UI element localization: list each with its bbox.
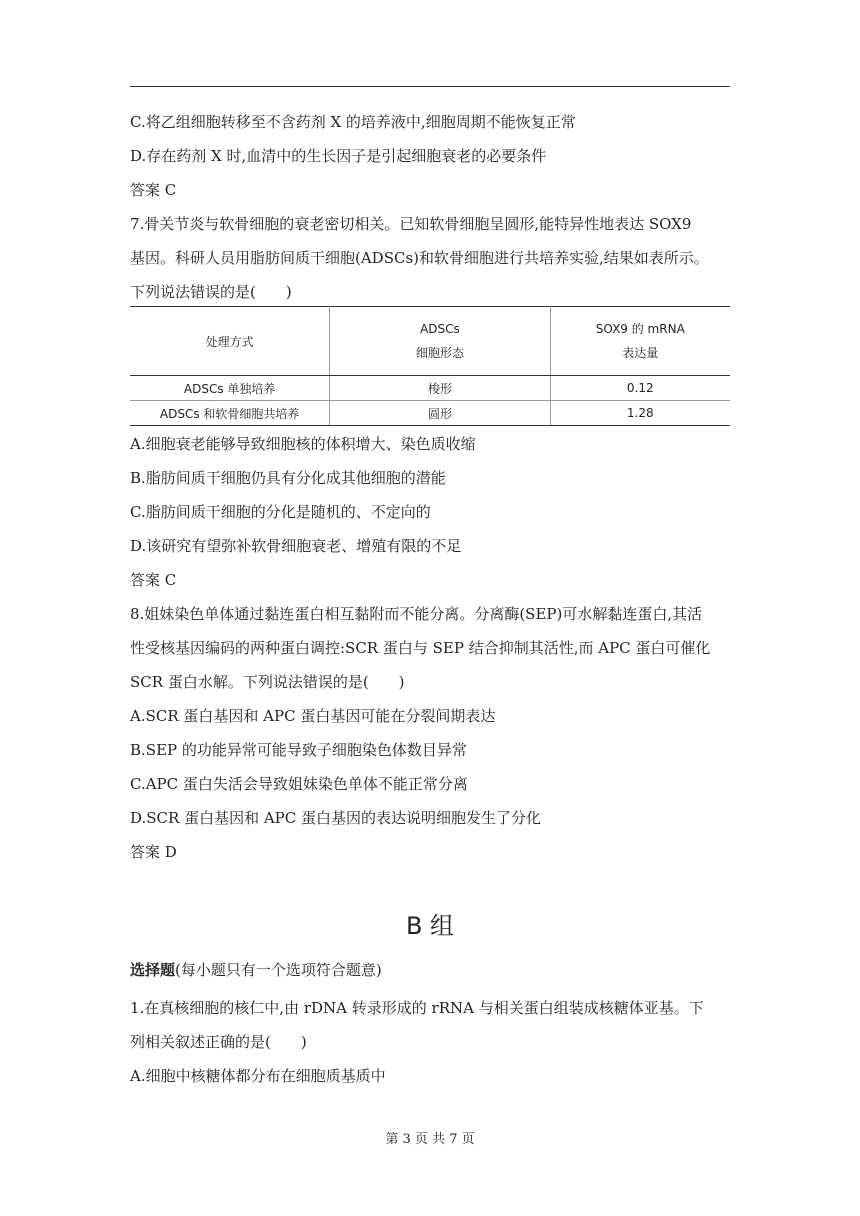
- results-table: [130, 306, 730, 426]
- question-8-line-1: 8.姐妹染色单体通过黏连蛋白相互黏附而不能分离。分离酶(SEP)可水解黏连蛋白,其活: [130, 605, 703, 623]
- option-a-q7: A.细胞衰老能够导致细胞核的体积增大、染色质收缩: [130, 435, 476, 453]
- option-c-q8: C.APC 蛋白失活会导致姐妹染色单体不能正常分离: [130, 775, 468, 793]
- row-shape: 圆形: [330, 401, 550, 426]
- answer-q7: 答案 C: [130, 571, 177, 589]
- section-subtitle-rest: (每小题只有一个选项符合题意): [175, 961, 382, 979]
- option-d-q6: D.存在药剂 X 时,血清中的生长因子是引起细胞衰老的必要条件: [130, 147, 547, 165]
- question-7-line-2: 基因。科研人员用脂肪间质干细胞(ADSCs)和软骨细胞进行共培养实验,结果如表所示。: [130, 249, 709, 267]
- option-a-b1: A.细胞中核糖体都分布在细胞质基质中: [130, 1067, 386, 1085]
- row-value: 0.12: [550, 376, 730, 401]
- question-8-line-2: 性受核基因编码的两种蛋白调控:SCR 蛋白与 SEP 结合抑制其活性,而 APC 蛋白可催化: [130, 639, 711, 657]
- header-shape-line-1: ADSCs: [420, 322, 460, 336]
- page-footer: 第 3 页 共 7 页: [385, 1132, 475, 1147]
- header-rule: [130, 86, 730, 87]
- header-shape-line-2: 细胞形态: [415, 346, 464, 360]
- question-8-line-3: SCR 蛋白水解。下列说法错误的是( ): [130, 673, 405, 691]
- header-expression: [550, 307, 730, 376]
- header-shape: [330, 307, 550, 376]
- option-a-q8: A.SCR 蛋白基因和 APC 蛋白基因可能在分裂间期表达: [130, 707, 496, 725]
- option-b-q8: B.SEP 的功能异常可能导致子细胞染色体数目异常: [130, 741, 467, 759]
- question-b1-line-1: 1.在真核细胞的核仁中,由 rDNA 转录形成的 rRNA 与相关蛋白组装成核糖体亚基。下: [130, 999, 704, 1017]
- header-method: 处理方式: [130, 307, 330, 376]
- option-b-q7: B.脂肪间质干细胞仍具有分化成其他细胞的潜能: [130, 469, 446, 487]
- option-c-q6: C.将乙组细胞转移至不含药剂 X 的培养液中,细胞周期不能恢复正常: [130, 113, 576, 131]
- table-header-row: [130, 307, 730, 376]
- answer-q8: 答案 D: [130, 843, 177, 861]
- table-row: [130, 401, 730, 426]
- header-expression-line-2: 表达量: [622, 346, 659, 360]
- option-c-q7: C.脂肪间质干细胞的分化是随机的、不定向的: [130, 503, 431, 521]
- section-title: B 组: [405, 912, 455, 940]
- question-b1-line-2: 列相关叙述正确的是( ): [130, 1033, 307, 1051]
- row-value: 1.28: [550, 401, 730, 426]
- question-7-line-1: 7.骨关节炎与软骨细胞的衰老密切相关。已知软骨细胞呈圆形,能特异性地表达 SOX9: [130, 215, 692, 233]
- question-7-line-3: 下列说法错误的是( ): [130, 283, 292, 301]
- header-expression-line-1: SOX9 的 mRNA: [595, 322, 685, 336]
- option-d-q7: D.该研究有望弥补软骨细胞衰老、增殖有限的不足: [130, 537, 462, 555]
- option-d-q8: D.SCR 蛋白基因和 APC 蛋白基因的表达说明细胞发生了分化: [130, 809, 542, 827]
- section-subtitle-bold: 选择题: [130, 961, 176, 979]
- row-shape: 梭形: [330, 376, 550, 401]
- section-subtitle: [130, 960, 382, 980]
- row-method: ADSCs 单独培养: [130, 376, 330, 401]
- table-row: [130, 376, 730, 401]
- row-method: ADSCs 和软骨细胞共培养: [130, 401, 330, 426]
- answer-q6: 答案 C: [130, 181, 177, 199]
